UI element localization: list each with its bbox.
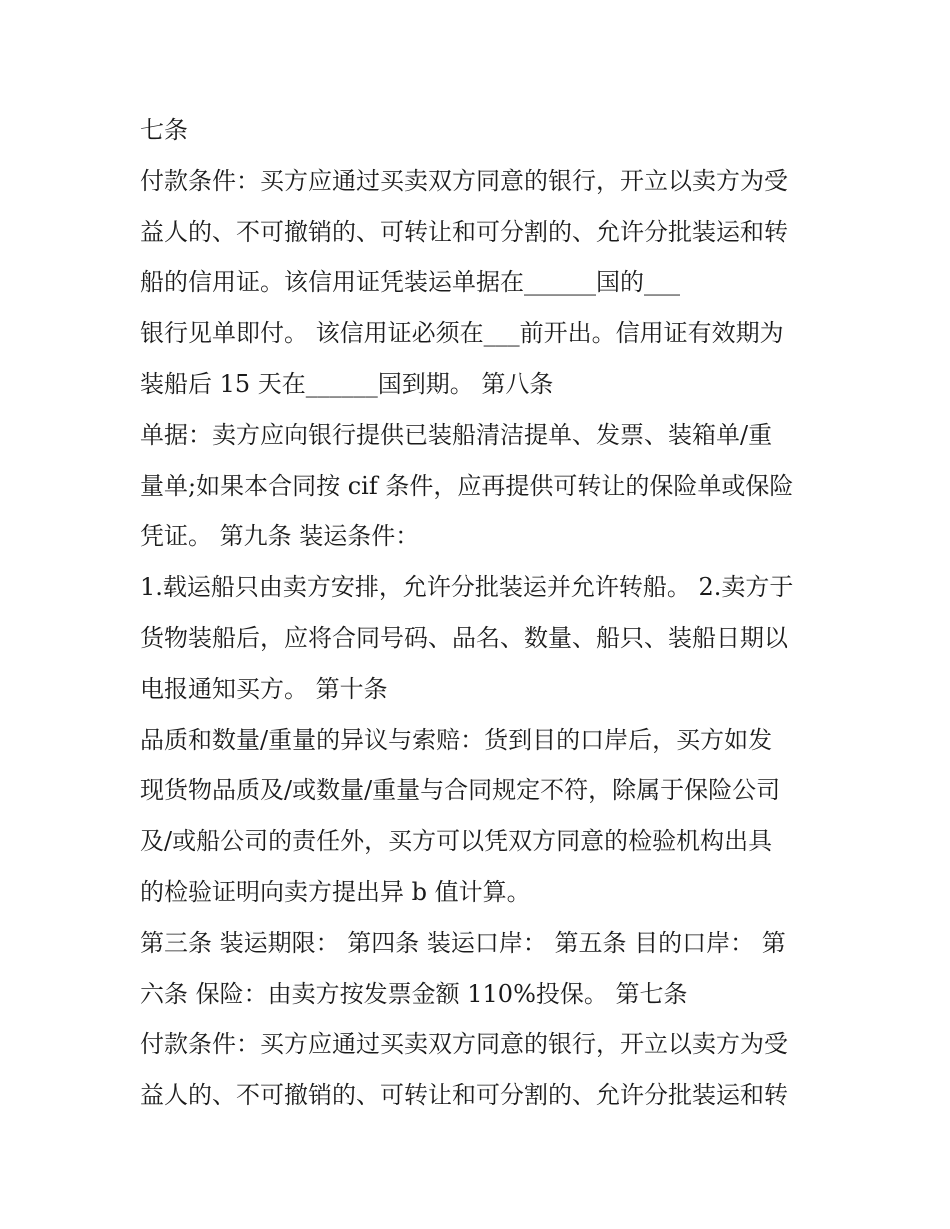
text-line: 六条 保险：由卖方按发票金额 110%投保。 第七条 <box>140 979 688 1008</box>
text-line: 银行见单即付。 该信用证必须在___前开出。信用证有效期为 <box>140 319 784 348</box>
text-line: 第三条 装运期限： 第四条 装运口岸： 第五条 目的口岸： 第 <box>140 928 786 957</box>
text-line: 1.载运船只由卖方安排，允许分批装运并允许转船。 2.卖方于 <box>140 573 794 602</box>
text-line: 凭证。 第九条 装运条件： <box>140 522 420 551</box>
text-line: 装船后 15 天在______国到期。 第八条 <box>140 369 554 398</box>
text-line: 益人的、不可撤销的、可转让和可分割的、允许分批装运和转 <box>140 217 788 246</box>
text-line: 船的信用证。该信用证凭装运单据在______国的___ <box>140 268 680 297</box>
text-line: 量单;如果本合同按 cif 条件，应再提供可转让的保险单或保险 <box>140 471 794 500</box>
text-line: 现货物品质及/或数量/重量与合同规定不符，除属于保险公司 <box>140 776 781 805</box>
text-line: 付款条件：买方应通过买卖双方同意的银行，开立以卖方为受 <box>140 1030 788 1059</box>
text-line: 品质和数量/重量的异议与索赔：货到目的口岸后，买方如发 <box>140 725 773 754</box>
contract-text <box>140 105 820 1121</box>
text-line: 付款条件：买方应通过买卖双方同意的银行，开立以卖方为受 <box>140 166 788 195</box>
text-line: 益人的、不可撤销的、可转让和可分割的、允许分批装运和转 <box>140 1081 788 1110</box>
text-line: 的检验证明向卖方提出异 b 值计算。 <box>140 877 531 906</box>
text-line: 七条 <box>140 116 188 144</box>
text-line: 单据：卖方应向银行提供已装船清洁提单、发票、装箱单/重 <box>140 420 773 449</box>
text-line: 货物装船后，应将合同号码、品名、数量、船只、装船日期以 <box>140 623 788 652</box>
text-line: 电报通知买方。 第十条 <box>140 674 388 703</box>
text-line: 及/或船公司的责任外，买方可以凭双方同意的检验机构出具 <box>140 827 773 856</box>
